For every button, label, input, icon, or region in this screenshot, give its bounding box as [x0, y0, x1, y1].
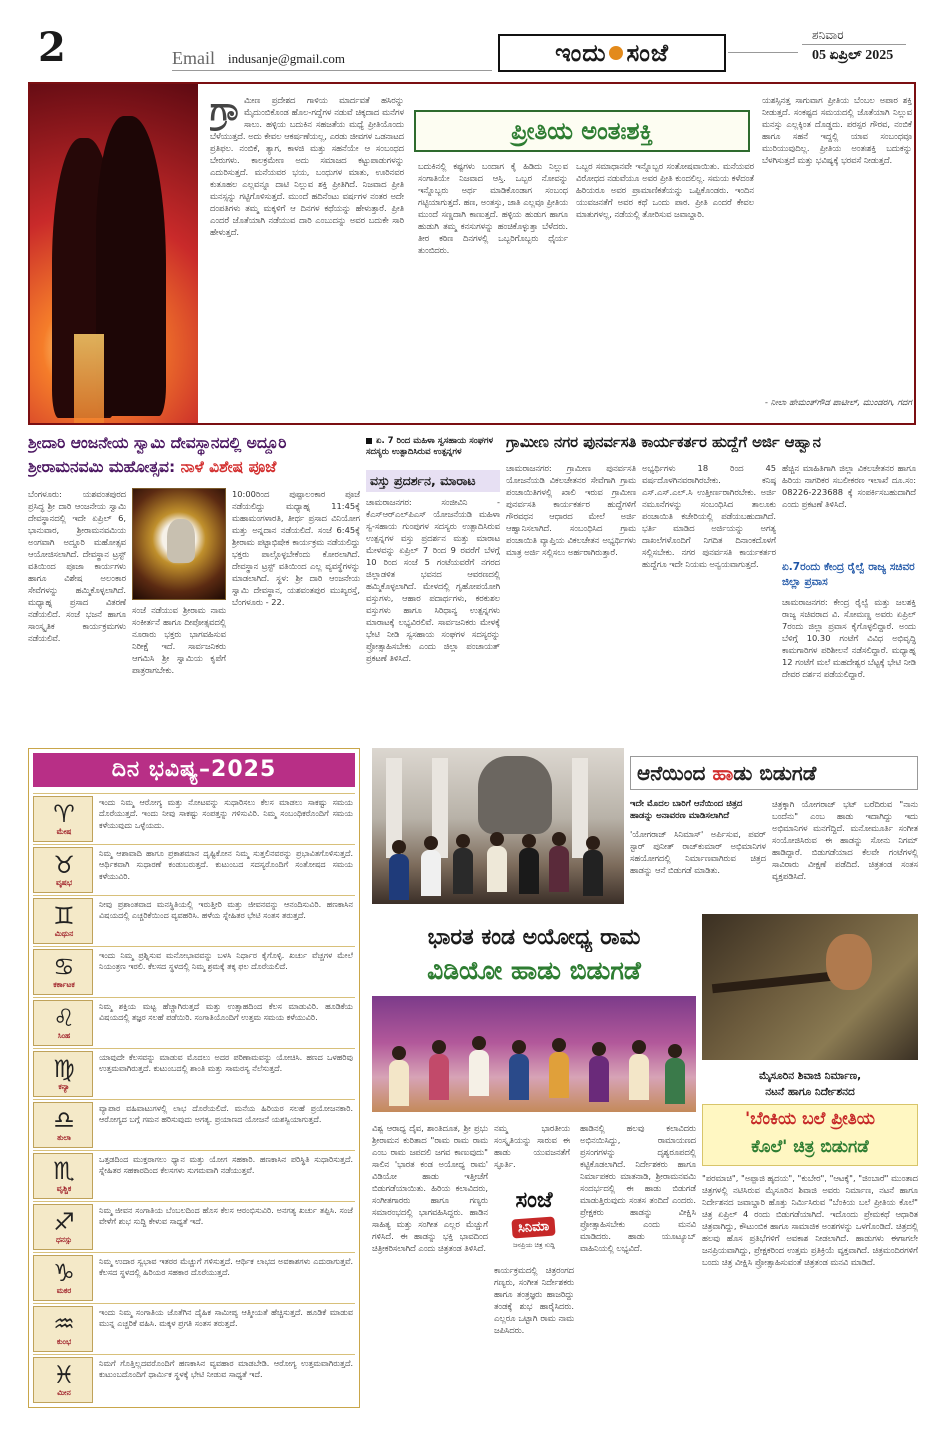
sign-glyph: ♑ [53, 1259, 75, 1287]
person-body [665, 1058, 685, 1104]
sign-glyph: ♓ [53, 1361, 75, 1389]
newspaper-logo [498, 34, 726, 72]
horoscope-row [33, 844, 355, 894]
horoscope-row [33, 1303, 355, 1353]
page-number: 2 [38, 24, 66, 71]
person-head [392, 1046, 406, 1060]
horoscope-title: ದಿನ ಭವಿಷ್ಯ–2025 [33, 753, 355, 787]
love-story-column-2: ಬದುಕಿನಲ್ಲಿ ಕಷ್ಟಗಳು ಬಂದಾಗ ಕೈ ಹಿಡಿದು ನಿಲ್ಲುವ ಸಂಗಾತಿಯೇ ನಿಜವಾದ ಆಸ್ತಿ. ಒಬ್ಬರ ನೋವನ್ನು ಇನ್ನೊಬ್ಬರು ಅರ್ಥ ಮಾಡಿಕೊಂಡಾಗ ಸಂಬಂಧ ಗಟ್ಟಿಯಾಗುತ್ತದೆ. ಹಣ, ಅಂತಸ್ತು, ಜಾತಿ ಎಲ್ಲವೂ ಪ್ರೀತಿಯ ಮುಂದೆ ಸಣ್ಣದಾಗಿ ಕಾಣುತ್ತದೆ. ಹಳ್ಳಿಯ ಹುಡುಗ ಹಾಗೂ ಹುಡುಗಿ ತಮ್ಮ ಕನಸುಗಳನ್ನು ಹಂಚಿಕೊಳ್ಳುತ್ತಾ ಬೆಳೆದರು. ತೀರ ಕಠಿಣ ದಿನಗಳಲ್ಲಿ ಒಬ್ಬರಿಗೊಬ್ಬರು ಧೈರ್ಯ ತುಂಬಿದರು. [418, 161, 568, 255]
film-title-box [702, 1104, 918, 1166]
sign-glyph: ♍ [53, 1055, 75, 1083]
sign-prediction: ಯಾವುದೇ ಕೆಲಸವನ್ನು ಮಾಡುವ ಮೊದಲು ಅದರ ಪರಿಣಾಮವನ್ನು ಯೋಚಿಸಿ. ಹಣದ ಒಳಹರಿವು ಉತ್ತಮವಾಗಿರುತ್ತದೆ. ಕುಟುಂಬದಲ್ಲಿ ಶಾಂತಿ ಮತ್ತು ಸಾಮರಸ್ಯ ನೆಲೆಸುತ್ತದೆ. [99, 1053, 353, 1074]
libra-sign-icon [33, 1102, 93, 1148]
virgo-sign-icon [33, 1051, 93, 1097]
expo-intro-text: ಏ. 7 ರಿಂದ ಮಹಿಳಾ ಸ್ವಸಹಾಯ ಸಂಘಗಳ ಸದಸ್ಯರು ಉತ್ಪಾದಿಸಿರುವ ಉತ್ಪನ್ನಗಳ [366, 436, 494, 457]
issue-day: ಶನಿವಾರ [812, 28, 844, 42]
person-body [469, 1050, 489, 1096]
sign-glyph: ♊ [53, 902, 75, 930]
ayodhya-text-2: ನಮ್ಮ ಭಾರತೀಯ ಸಂಸ್ಕೃತಿಯನ್ನು ಸಾರುವ ಈ ಹಾಡು ಯುವಜನತೆಗೆ ಸ್ಫೂರ್ತಿ. [494, 1123, 570, 1169]
sign-prediction: ಒತ್ತಡದಿಂದ ಮುಕ್ತರಾಗಲು ಧ್ಯಾನ ಮತ್ತು ಯೋಗ ಸಹಕಾರಿ. ಹಣಕಾಸಿನ ಪರಿಸ್ಥಿತಿ ಸುಧಾರಿಸುತ್ತದೆ. ಸ್ನೇಹಿತರ ಸಹಕಾರದಿಂದ ಕೆಲಸಗಳು ಸುಗಮವಾಗಿ ನಡೆಯುತ್ತವೆ. [99, 1155, 353, 1176]
horoscope-row [33, 1048, 355, 1098]
horoscope-row [33, 1354, 355, 1404]
horoscope-row [33, 793, 355, 843]
sign-prediction: ನೀವು ಪ್ರಶಾಂತವಾದ ಮನಸ್ಥಿತಿಯಲ್ಲಿ ಇರುತ್ತೀರಿ ಮತ್ತು ಜೀವನವನ್ನು ಆನಂದಿಸುವಿರಿ. ಹಣಕಾಸಿನ ವಿಷಯದಲ್ಲಿ ಎಚ್ಚರಿಕೆಯಿಂದ ವ್ಯವಹರಿಸಿ. ಹಳೆಯ ಸ್ನೇಹಿತರ ಭೇಟಿ ಸಂತಸ ತರುತ್ತದೆ. [99, 900, 353, 921]
idol-shape [167, 519, 195, 563]
film-article-text: "ಪರಮಾಚಿ", "ಅಪ್ಪಾಜಿ ಹೃದಯ", "ಕುಬೇರ", "ಆಟಕ್ಕೆ", "ಜಿಂಬಾರೆ" ಮುಂತಾದ ಚಿತ್ರಗಳಲ್ಲಿ ನಟಿಸಿರುವ ಮೈಸೂರಿನ ಶಿವಾಜಿ ಅವರು ನಿರ್ಮಾಣ, ನಟನೆ ಹಾಗೂ ನಿರ್ದೇಶನದ ಜವಾಬ್ದಾರಿ ಹೊತ್ತು ನಿರ್ಮಿಸಿರುವ "ಬೆಂಕಿಯ ಬಲೆ ಪ್ರೀತಿಯ ಕೊಲೆ" ಚಿತ್ರ ಏಪ್ರಿಲ್ 4 ರಂದು ಬಿಡುಗಡೆಯಾಗಿದೆ. ಇದೊಂದು ಪ್ರೇಮಕಥೆ ಆಧಾರಿತ ಚಿತ್ರವಾಗಿದ್ದು, ಕೌಟುಂಬಿಕ ಹಾಗೂ ಸಾಮಾಜಿಕ ಅಂಶಗಳನ್ನು ಒಳಗೊಂಡಿದೆ. ಚಿತ್ರದಲ್ಲಿ ಹಲವು ಹೊಸ ಪ್ರತಿಭೆಗಳಿಗೆ ಅವಕಾಶ ನೀಡಲಾಗಿದೆ. ಹಾಡುಗಳು ಈಗಾಗಲೇ ಜನಪ್ರಿಯವಾಗಿದ್ದು, ಪ್ರೇಕ್ಷಕರಿಂದ ಉತ್ತಮ ಪ್ರತಿಕ್ರಿಯೆ ವ್ಯಕ್ತವಾಗಿದೆ. ಚಿತ್ರಮಂದಿರಗಳಿಗೆ ಬಂದು ಚಿತ್ರ ವೀಕ್ಷಿಸಿ ಪ್ರೋತ್ಸಾಹಿಸುವಂತೆ ಚಿತ್ರತಂಡ ಮನವಿ ಮಾಡಿದೆ. [702, 1173, 918, 1267]
cinema-logo-sanje: ಸಂಜೆ [515, 1188, 553, 1213]
love-story-text-1: ಮೀಣ ಪ್ರದೇಶದ ಗಾಳಿಯ ಮಾರ್ದವತೆ ಹಸಿರನ್ನು ಮೈದುಂಬಿಕೊಂಡ ಹೊಲ-ಗದ್ದೆಗಳ ನಡುವೆ ಚಿಕ್ಕದಾದ ಮನೆಗಳ ಸಾಲು. ಹಳ್ಳಿಯ ಬದುಕಿನ ಸಹಜತೆಯ ಮಧ್ಯೆ ಪ್ರೀತಿಯೊಂದು ಬೆಳೆಯುತ್ತದೆ. ಅದು ಕೇವಲ ಆಕರ್ಷಣೆಯಲ್ಲ, ಎರಡು ಜೀವಗಳ ಒಡನಾಟದ ಪ್ರತಿಫಲ. ನಂಬಿಕೆ, ತ್ಯಾಗ, ಕಾಳಜಿ ಮತ್ತು ಸಹನೆಯೇ ಆ ಸಂಬಂಧದ ಬೇರುಗಳು. ಕಾಲಕ್ರಮೇಣ ಅದು ಸಮಾಜದ ಕಟ್ಟುಪಾಡುಗಳನ್ನು ಎದುರಿಸುತ್ತದೆ. ಮನೆಯವರ ಭಯ, ಬಂಧುಗಳ ಮಾತು, ಊರಿನವರ ಕುತೂಹಲ ಎಲ್ಲವನ್ನೂ ದಾಟಿ ನಿಲ್ಲುವ ಶಕ್ತಿ ಪ್ರೀತಿಗಿದೆ. ನಿಜವಾದ ಪ್ರೀತಿ ಮನಸ್ಸನ್ನು ಗಟ್ಟಿಗೊಳಿಸುತ್ತದೆ. ಮುಂದೆ ಹದಿನೆಂಟು ವರ್ಷಗಳ ನಂತರ ಅದೇ ದಂಪತಿಗಳು ತಮ್ಮ ಮಕ್ಕಳಿಗೆ ಆ ದಿನಗಳ ಕಥೆಯನ್ನು ಹೇಳುತ್ತಾರೆ. ಪ್ರೀತಿ ಎಂದರೆ ಜೊತೆಯಾಗಿ ನಡೆಯುವ ದಾರಿ ಎಂಬುದನ್ನು ಅವರ ಬದುಕೇ ಸಾರಿ ಹೇಳುತ್ತದೆ. [210, 95, 404, 237]
sign-prediction: ಇಂದು ನಿಮ್ಮ ಸಂಗಾತಿಯ ಜೊತೆಗಿನ ದೈಹಿಕ ಸಾಮೀಪ್ಯ ಆತ್ಮೀಯತೆ ಹೆಚ್ಚಿಸುತ್ತದೆ. ಹೂಡಿಕೆ ಮಾಡುವ ಮುನ್ನ ಎಚ್ಚರಿಕೆ ವಹಿಸಿ. ಮಕ್ಕಳ ಪ್ರಗತಿ ಸಂತಸ ತರುತ್ತದೆ. [99, 1308, 353, 1329]
ayodhya-text-4: ಕಾರ್ಯಕ್ರಮದಲ್ಲಿ ಚಿತ್ರರಂಗದ ಗಣ್ಯರು, ಸಂಗೀತ ನಿರ್ದೇಶಕರು ಹಾಗೂ ತಂತ್ರಜ್ಞರು ಹಾಜರಿದ್ದು ತಂಡಕ್ಕೆ ಶುಭ ಹಾರೈಸಿದರು. ಎಲ್ಲರೂ ಒಟ್ಟಾಗಿ ರಾಮ ನಾಮ ಜಪಿಸಿದರು. [494, 1265, 574, 1335]
love-story-title: ಪ್ರೀತಿಯ ಅಂತಃಶಕ್ತಿ [414, 110, 750, 152]
person-body [421, 850, 441, 896]
rural-jobs-column-1: ಚಾಮರಾಜನಗರ: ಗ್ರಾಮೀಣ ಪುನರ್ವಸತಿ ಯೋಜನೆಯಡಿ ವಿಕಲಚೇತನರ ಸೇವೆಗಾಗಿ ಗ್ರಾಮ ಪಂಚಾಯಿತಿಗಳಲ್ಲಿ ಖಾಲಿ ಇರುವ ಗ್ರಾಮೀಣ ಪುನರ್ವಸತಿ ಕಾರ್ಯಕರ್ತರ ಹುದ್ದೆಗಳಿಗೆ ಗೌರವಧನ ಆಧಾರದ ಮೇಲೆ ಅರ್ಜಿ ಆಹ್ವಾನಿಸಲಾಗಿದೆ. ಸಂಬಂಧಿಸಿದ ಗ್ರಾಮ ಪಂಚಾಯಿತಿ ವ್ಯಾಪ್ತಿಯ ವಿಕಲಚೇತನ ಅಭ್ಯರ್ಥಿಗಳು ಮಾತ್ರ ಅರ್ಜಿ ಸಲ್ಲಿಸಲು ಅರ್ಹರಾಗಿರುತ್ತಾರೆ. [506, 463, 636, 557]
horoscope-row [33, 946, 355, 996]
hanuman-idol-photo [132, 488, 226, 600]
email-label: Email [172, 48, 215, 68]
elephant-figure [478, 756, 552, 834]
love-story-byline: - ನೀಲಾ ಹೇಮಂತ್‌ಗೌಡ ಪಾಟೀಲ್, ಮುಂಡರಗಿ, ಗದಗ [764, 398, 912, 408]
sign-prediction: ಇಂದು ನಿಮ್ಮ ಪ್ರಶ್ನಿಸುವ ಮನೋಭಾವವನ್ನು ಬಳಸಿ ನಿರ್ಧಾರ ಕೈಗೊಳ್ಳಿ. ಖರ್ಚು ವೆಚ್ಚಗಳ ಮೇಲೆ ನಿಯಂತ್ರಣ ಇರಲಿ. ಕೆಲಸದ ಸ್ಥಳದಲ್ಲಿ ನಿಮ್ಮ ಶ್ರಮಕ್ಕೆ ತಕ್ಕ ಫಲ ದೊರೆಯಲಿದೆ. [99, 951, 353, 972]
sign-glyph: ♒ [53, 1310, 75, 1338]
rural-jobs-column-2: ಅಭ್ಯರ್ಥಿಗಳು 18 ರಿಂದ 45 ವರ್ಷದೊಳಗಿನವರಾಗಿರಬೇಕು. ಕನಿಷ್ಠ ಎಸ್.ಎಸ್.ಎಲ್.ಸಿ ಉತ್ತೀರ್ಣರಾಗಿರಬೇಕು. ಅರ್ಜಿ ನಮೂನೆಗಳನ್ನು ಸಂಬಂಧಿಸಿದ ತಾಲೂಕು ಪಂಚಾಯಿತಿ ಕಚೇರಿಯಲ್ಲಿ ಪಡೆಯಬಹುದಾಗಿದೆ. ಭರ್ತಿ ಮಾಡಿದ ಅರ್ಜಿಯನ್ನು ಅಗತ್ಯ ದಾಖಲೆಗಳೊಂದಿಗೆ ನಿಗದಿತ ದಿನಾಂಕದೊಳಗೆ ಸಲ್ಲಿಸಬೇಕು. ನಗರ ಪುನರ್ವಸತಿ ಕಾರ್ಯಕರ್ತರ ಹುದ್ದೆಗೂ ಇದೇ ನಿಯಮ ಅನ್ವಯವಾಗುತ್ತದೆ. [642, 463, 776, 569]
sign-name: ಮೀನ [57, 1388, 71, 1397]
expo-news [366, 432, 500, 744]
sanje-cinema-logo [494, 1186, 574, 1260]
title-part: ಡು ಬಿಡುಗಡೆ [733, 761, 817, 785]
person-body [389, 1060, 409, 1106]
film-title-line-2 [703, 1133, 917, 1161]
temple-text-bottom: ಸಂಜೆ ನಡೆಯುವ ಶ್ರೀರಾಮ ನಾಮ ಸಂಕೀರ್ತನೆ ಹಾಗೂ ದೀಪೋತ್ಸವದಲ್ಲಿ ನೂರಾರು ಭಕ್ತರು ಭಾಗವಹಿಸುವ ನಿರೀಕ್ಷೆ ಇದೆ. ಸಾರ್ವಜನಿಕರು ಆಗಮಿಸಿ ಶ್ರೀ ಸ್ವಾಮಿಯ ಕೃಪೆಗೆ ಪಾತ್ರರಾಗಬೇಕು. [132, 605, 226, 675]
person-body [519, 848, 539, 894]
ayodhya-headline-1: ಭಾರತ ಕಂಡ ಅಯೋಧ್ಯ ರಾಮ [427, 925, 641, 950]
temple-text-right: 10:00ರಿಂದ ಪುಷ್ಪಾಲಂಕಾರ ಪೂಜೆ ನಡೆಯಲಿದ್ದು ಮಧ್ಯಾಹ್ನ 11:45ಕ್ಕೆ ಮಹಾಮಂಗಳಾರತಿ, ತೀರ್ಥ ಪ್ರಸಾದ ವಿನಿಯೋಗ ಮತ್ತು ಅನ್ನದಾನ ನಡೆಯಲಿದೆ. ಸಂಜೆ 6:45ಕ್ಕೆ ಶ್ರೀರಾಮ ಪಟ್ಟಾಭಿಷೇಕ ಕಾರ್ಯಕ್ರಮ ನಡೆಯಲಿದ್ದು ಭಕ್ತರು ಪಾಲ್ಗೊಳ್ಳಬೇಕೆಂದು ಕೋರಲಾಗಿದೆ. ದೇವಸ್ಥಾನ ಟ್ರಸ್ಟ್ ವತಿಯಿಂದ ಎಲ್ಲ ವ್ಯವಸ್ಥೆಗಳನ್ನು ಮಾಡಲಾಗಿದೆ. ಸ್ಥಳ: ಶ್ರೀ ದಾರಿ ಆಂಜನೇಯ ಸ್ವಾಮಿ ದೇವಸ್ಥಾನ, ಯಶವಂತಪುರ ಮುಖ್ಯರಸ್ತೆ, ಬೆಂಗಳೂರು - 22. [232, 489, 360, 607]
person-head [490, 832, 504, 846]
issue-date: 05 ಏಪ್ರಿಲ್ 2025 [812, 48, 894, 63]
sign-name: ತುಲಾ [57, 1133, 71, 1142]
sign-name: ವೃಷಭ [56, 878, 72, 887]
rural-jobs-title: ಗ್ರಾಮೀಣ ನಗರ ಪುನರ್ವಸತಿ ಕಾರ್ಯಕರ್ತರ ಹುದ್ದೆಗೆ ಅರ್ಜಿ ಆಹ್ವಾನ [506, 434, 821, 451]
film-still-photo [702, 914, 918, 1060]
person-head [456, 834, 470, 848]
leo-sign-icon [33, 1000, 93, 1046]
temple-headline-1: ಶ್ರೀದಾರಿ ಆಂಜನೇಯ ಸ್ವಾಮಿ ದೇವಸ್ಥಾನದಲ್ಲಿ ಅದ್ದೂರಿ [28, 434, 287, 452]
aries-sign-icon [33, 796, 93, 842]
ayodhya-group-photo [372, 996, 696, 1112]
expo-title: ವಸ್ತು ಪ್ರದರ್ಶನ, ಮಾರಾಟ [366, 470, 500, 492]
temple-headline-2 [28, 456, 360, 478]
capricorn-sign-icon [33, 1255, 93, 1301]
person-body [549, 846, 569, 892]
temple-text-left: ಬೆಂಗಳೂರು: ಯಶವಂತಪುರದ ಪ್ರಸಿದ್ಧ ಶ್ರೀ ದಾರಿ ಆಂಜನೇಯ ಸ್ವಾಮಿ ದೇವಸ್ಥಾನದಲ್ಲಿ ಇದೇ ಏಪ್ರಿಲ್ 6, ಭಾನುವಾರ, ಶ್ರೀರಾಮನವಮಿಯ ಅಂಗವಾಗಿ ಅದ್ದೂರಿ ಮಹೋತ್ಸವ ಆಯೋಜಿಸಲಾಗಿದೆ. ದೇವಸ್ಥಾನ ಟ್ರಸ್ಟ್ ವತಿಯಿಂದ ಪೂಜಾ ಕಾರ್ಯಗಳು ಹಾಗೂ ವಿಶೇಷ ಅಲಂಕಾರ ಸೇವೆಗಳನ್ನು ಹಮ್ಮಿಕೊಳ್ಳಲಾಗಿದೆ. ಮಧ್ಯಾಹ್ನ ಪ್ರಸಾದ ವಿತರಣೆ ನಡೆಯಲಿದೆ. ಸಂಜೆ ಭಜನೆ ಹಾಗೂ ಸಾಂಸ್ಕೃತಿಕ ಕಾರ್ಯಕ್ರಮಗಳು ನಡೆಯಲಿವೆ. [28, 489, 126, 643]
horoscope-row [33, 997, 355, 1047]
film-pre-heading [702, 1068, 918, 1100]
title-part-highlight: ಹಾ [712, 761, 734, 785]
elephant-event-photo [372, 748, 624, 904]
sign-name: ಕನ್ಯಾ [58, 1082, 70, 1091]
sign-prediction: ನಿಮ್ಮ ಉದಾರ ಸ್ವಭಾವ ಇತರರ ಮೆಚ್ಚುಗೆ ಗಳಿಸುತ್ತದೆ. ಆರ್ಥಿಕ ಲಾಭದ ಅವಕಾಶಗಳು ಎದುರಾಗುತ್ತವೆ. ಕೆಲಸದ ಸ್ಥಳದಲ್ಲಿ ಹಿರಿಯರ ಸಹಕಾರ ದೊರೆಯುತ್ತದೆ. [99, 1257, 353, 1278]
person-body [389, 854, 409, 900]
sun-icon [609, 46, 623, 60]
elephant-song-title [630, 756, 918, 790]
ayodhya-text-1: ವಿಶ್ವ ಆರಾಧ್ಯ ದೈವ, ಶಾಂತಿದೂತ, ಶ್ರೀ ಪ್ರಭು ಶ್ರೀರಾಮನ ಕುರಿತಾದ "ರಾಮ ರಾಮ ರಾಮ ಎಂಬ ರಾಮ ಜಪದಲಿ ಜಗವ ಕಾಣುವುದು" ಸಾಲಿನ 'ಭಾರತ ಕಂಡ ಅಯೋಧ್ಯ ರಾಮ' ವಿಡಿಯೋ ಹಾಡು ಇತ್ತೀಚೆಗೆ ಬಿಡುಗಡೆಯಾಯಿತು. ಹಿರಿಯ ಕಲಾವಿದರು, ಸಂಗೀತಗಾರರು ಹಾಗೂ ಗಣ್ಯರು ಸಮಾರಂಭದಲ್ಲಿ ಭಾಗವಹಿಸಿದ್ದರು. ಹಾಡಿನ ಸಾಹಿತ್ಯ ಮತ್ತು ಸಂಗೀತ ಎಲ್ಲರ ಮೆಚ್ಚುಗೆ ಗಳಿಸಿದೆ. ಈ ಹಾಡನ್ನು ಭಕ್ತಿ ಭಾವದಿಂದ ಚಿತ್ರೀಕರಿಸಲಾಗಿದೆ ಎಂದು ಚಿತ್ರತಂಡ ತಿಳಿಸಿದೆ. [372, 1123, 488, 1253]
sign-prediction: ನಿಮ್ಮ ಶಕ್ತಿಯ ಮಟ್ಟ ಹೆಚ್ಚಾಗಿರುತ್ತದೆ ಮತ್ತು ಉತ್ಸಾಹದಿಂದ ಕೆಲಸ ಮಾಡುವಿರಿ. ಹೂಡಿಕೆಯ ವಿಷಯದಲ್ಲಿ ತಜ್ಞರ ಸಲಹೆ ಪಡೆಯಿರಿ. ಸಂಗಾತಿಯೊಂದಿಗೆ ಉತ್ತಮ ಸಮಯ ಕಳೆಯುವಿರಿ. [99, 1002, 353, 1023]
sign-prediction: ನಿಮ್ಮ ಜೀವನ ಸಂಗಾತಿಯ ಬೆಂಬಲದಿಂದ ಹೊಸ ಕೆಲಸ ಆರಂಭಿಸುವಿರಿ. ಅನಗತ್ಯ ಖರ್ಚು ತಪ್ಪಿಸಿ. ಸಂಜೆ ವೇಳೆಗೆ ಶುಭ ಸುದ್ದಿ ಕೇಳುವ ಸಾಧ್ಯತೆ ಇದೆ. [99, 1206, 353, 1227]
person-head [586, 836, 600, 850]
rural-jobs-news [506, 432, 916, 744]
man-silhouette [96, 116, 166, 416]
scorpio-sign-icon [33, 1153, 93, 1199]
expo-intro [366, 436, 500, 458]
person-head [512, 1040, 526, 1054]
sign-glyph: ♌ [53, 1004, 75, 1032]
drop-cap: ಗ್ರಾ [210, 94, 241, 128]
temple-headline-2-main: ಶ್ರೀರಾಮನವಮಿ ಮಹೋತ್ಸವ: [28, 458, 176, 476]
person-head [392, 840, 406, 854]
elephant-song-column-1: 'ಯೋಗರಾಜ್ ಸಿನಿಮಾಸ್' ಅರ್ಪಿಸುವ, ಪವರ್ ಸ್ಟಾರ್ ಪುನೀತ್ ರಾಜ್‌ಕುಮಾರ್ ಅಭಿಮಾನಿಗಳ ಸಹಯೋಗದಲ್ಲಿ ನಿರ್ಮಾಣವಾಗಿರುವ ಚಿತ್ರದ ಹಾಡನ್ನು ಆನೆ ಬಿಡುಗಡೆ ಮಾಡಿತು. [630, 829, 766, 875]
title-part: ನೆಯಿಂದ [650, 761, 713, 785]
cinema-logo-tagline: ಜನಪ್ರಿಯ ಚಿತ್ರ ಸುದ್ದಿ [513, 1241, 555, 1249]
sign-name: ಮಕರ [56, 1286, 72, 1295]
expo-text: ಚಾಮರಾಜನಗರ: ಸಂಜೀವಿನಿ - ಕೆಎಸ್‌ಆರ್‌ಎಲ್‌ಪಿಎಸ್ ಯೋಜನೆಯಡಿ ಮಹಿಳಾ ಸ್ವ-ಸಹಾಯ ಗುಂಪುಗಳ ಸದಸ್ಯರು ಉತ್ಪಾದಿಸಿರುವ ಉತ್ಪನ್ನಗಳ ವಸ್ತು ಪ್ರದರ್ಶನ ಮತ್ತು ಮಾರಾಟ ಮೇಳವನ್ನು ಏಪ್ರಿಲ್ 7 ರಿಂದ 9 ರವರೆಗೆ ಬೆಳಗ್ಗೆ 10 ರಿಂದ ಸಂಜೆ 5 ಗಂಟೆಯವರೆಗೆ ನಗರದ ಜಿಲ್ಲಾಡಳಿತ ಭವನದ ಆವರಣದಲ್ಲಿ ಹಮ್ಮಿಕೊಳ್ಳಲಾಗಿದೆ. ಮೇಳದಲ್ಲಿ ಗೃಹೋಪಯೋಗಿ ವಸ್ತುಗಳು, ಆಹಾರ ಪದಾರ್ಥಗಳು, ಕರಕುಶಲ ವಸ್ತುಗಳು ಹಾಗೂ ಸಿರಿಧಾನ್ಯ ಉತ್ಪನ್ನಗಳು ಮಾರಾಟಕ್ಕೆ ಲಭ್ಯವಿರಲಿವೆ. ಸಾರ್ವಜನಿಕರು ಮೇಳಕ್ಕೆ ಭೇಟಿ ನೀಡಿ ಸ್ವಸಹಾಯ ಸಂಘಗಳ ಸದಸ್ಯರನ್ನು ಪ್ರೋತ್ಸಾಹಿಸಬೇಕು ಎಂದು ಜಿಲ್ಲಾ ಪಂಚಾಯತ್ ಪ್ರಕಟಣೆ ತಿಳಿಸಿದೆ. [366, 497, 500, 663]
rifle-shape [712, 972, 832, 993]
person-head [552, 1038, 566, 1052]
elephant-song-subtitle: ಇದೇ ಮೊದಲ ಬಾರಿಗೆ ಆನೆಯಿಂದ ಚಿತ್ರದ ಹಾಡನ್ನು ಅನಾವರಣ ಮಾಡಿಸಲಾಗಿದೆ [630, 799, 743, 821]
horoscope-box [28, 748, 360, 1408]
person-head [592, 1042, 606, 1056]
horoscope-row [33, 1252, 355, 1302]
love-story-feature [28, 82, 916, 425]
person-body [509, 1054, 529, 1100]
sign-prediction: ನಿಮ್ಮ ಆಶಾವಾದಿ ಹಾಗೂ ಪ್ರಕಾಶಮಾನ ದೃಷ್ಟಿಕೋನ ನಿಮ್ಮ ಸುತ್ತಲಿನವರನ್ನು ಪ್ರಭಾವಿತಗೊಳಿಸುತ್ತದೆ. ಆರ್ಥಿಕವಾಗಿ ಸುಧಾರಣೆ ಕಂಡುಬರುತ್ತದೆ. ಕುಟುಂಬದ ಸದಸ್ಯರೊಂದಿಗೆ ಸಂತೋಷದ ಸಮಯ ಕಳೆಯುವಿರಿ. [99, 849, 353, 881]
ayodhya-headline-2: ವಿಡಿಯೋ ಹಾಡು ಬಿಡುಗಡೆ [427, 956, 641, 985]
sign-glyph: ♎ [53, 1106, 75, 1134]
sign-glyph: ♏ [53, 1157, 75, 1185]
film-title-line-1: 'ಬೆಂಕಿಯ ಬಲೆ ಪ್ರೀತಿಯ [745, 1109, 875, 1129]
person-head [424, 836, 438, 850]
sign-glyph: ♉ [53, 851, 75, 879]
person-body [549, 1052, 569, 1098]
bullet-icon [366, 438, 372, 444]
sign-name: ಕರ್ಕಾಟಕ [53, 980, 75, 989]
ayodhya-text-3: ಹಾಡಿನಲ್ಲಿ ಹಲವು ಕಲಾವಿದರು ಅಭಿನಯಿಸಿದ್ದು, ರಾಮಾಯಣದ ಪ್ರಸಂಗಗಳನ್ನು ದೃಶ್ಯರೂಪದಲ್ಲಿ ಕಟ್ಟಿಕೊಡಲಾಗಿದೆ. ನಿರ್ದೇಶಕರು ಹಾಗೂ ನಿರ್ಮಾಪಕರು ಮಾತನಾಡಿ, ಶ್ರೀರಾಮನವಮಿ ಸಂದರ್ಭದಲ್ಲಿ ಈ ಹಾಡು ಬಿಡುಗಡೆ ಮಾಡುತ್ತಿರುವುದು ಸಂತಸ ತಂದಿದೆ ಎಂದರು. ಪ್ರೇಕ್ಷಕರು ಹಾಡನ್ನು ವೀಕ್ಷಿಸಿ ಪ್ರೋತ್ಸಾಹಿಸಬೇಕು ಎಂದು ಮನವಿ ಮಾಡಿದರು. ಹಾಡು ಯೂಟ್ಯೂಬ್ ವಾಹಿನಿಯಲ್ಲಿ ಲಭ್ಯವಿದೆ. [580, 1123, 696, 1253]
love-story-column-4: ಯಶಸ್ಸಿನತ್ತ ಸಾಗುವಾಗ ಪ್ರೀತಿಯ ಬೆಂಬಲ ಅಪಾರ ಶಕ್ತಿ ನೀಡುತ್ತದೆ. ಸಂಕಷ್ಟದ ಸಮಯದಲ್ಲಿ ಜೊತೆಯಾಗಿ ನಿಲ್ಲುವ ಮನಸ್ಸು ಎಲ್ಲಕ್ಕಿಂತ ದೊಡ್ಡದು. ಪರಸ್ಪರ ಗೌರವ, ನಂಬಿಕೆ ಹಾಗೂ ಸಹನೆ ಇದ್ದಲ್ಲಿ ಯಾವ ಸಂಬಂಧವೂ ಮುರಿಯುವುದಿಲ್ಲ. ಪ್ರೀತಿಯ ಅಂತಃಶಕ್ತಿ ಬದುಕನ್ನು ಬೆಳಗಿಸುತ್ತದೆ ಮತ್ತು ಭವಿಷ್ಯಕ್ಕೆ ಭರವಸೆ ನೀಡುತ್ತದೆ. [762, 95, 912, 165]
person-head [432, 1040, 446, 1054]
person-head [472, 1036, 486, 1050]
person-body [629, 1054, 649, 1100]
sign-glyph: ♋ [53, 953, 75, 981]
person-body [583, 850, 603, 896]
film-title-word: ಕೊಲೆ' [751, 1137, 788, 1157]
aquarius-sign-icon [33, 1306, 93, 1352]
person-body [429, 1054, 449, 1100]
sign-name: ಧನಸ್ಸು [55, 1235, 73, 1244]
love-story-column-1 [210, 94, 404, 420]
sign-glyph: ♈ [53, 800, 75, 828]
love-story-column-3: ಒಬ್ಬರ ಸಮಾಧಾನವೇ ಇನ್ನೊಬ್ಬರ ಸಂತೋಷವಾಯಿತು. ಮನೆಯವರ ವಿರೋಧದ ನಡುವೆಯೂ ಅವರ ಪ್ರೀತಿ ಕುಂದಲಿಲ್ಲ. ಸಮಯ ಕಳೆದಂತೆ ಹಿರಿಯರೂ ಅವರ ಪ್ರಾಮಾಣಿಕತೆಯನ್ನು ಒಪ್ಪಿಕೊಂಡರು. ಇಂದಿನ ಯುವಜನತೆಗೆ ಅವರ ಕಥೆ ಒಂದು ಪಾಠ. ಪ್ರೀತಿ ಎಂದರೆ ಕೇವಲ ಮಾತುಗಳಲ್ಲ, ನಡೆಯಲ್ಲಿ ತೋರಿಸುವ ಜವಾಬ್ದಾರಿ. [576, 161, 754, 219]
person-head [552, 832, 566, 846]
person-body [487, 846, 507, 892]
minister-visit-headline: ಏ.7ರಂದು ಕೇಂದ್ರ ರೈಲ್ವೆ ರಾಜ್ಯ ಸಚಿವರ ಜಿಲ್ಲಾ ಪ್ರವಾಸ [782, 561, 915, 588]
sun-reflection [74, 334, 104, 423]
elephant-song-column-2: ಚಿತ್ರಕ್ಕಾಗಿ ಯೋಗರಾಜ್ ಭಟ್ ಬರೆದಿರುವ "ನಾನು ಬಂದೆನು" ಎಂಬ ಹಾಡು ಇದಾಗಿದ್ದು ಇದು ಅಭಿಮಾನಿಗಳ ಮನಗೆದ್ದಿದೆ. ಮನೋಮೂರ್ತಿ ಸಂಗೀತ ಸಂಯೋಜಿಸಿರುವ ಈ ಹಾಡನ್ನು ಸೋನು ನಿಗಮ್ ಹಾಡಿದ್ದಾರೆ. ಬಿಡುಗಡೆಯಾದ ಕೆಲವೇ ಗಂಟೆಗಳಲ್ಲಿ ಸಾವಿರಾರು ವೀಕ್ಷಣೆ ಪಡೆದಿದೆ. ಚಿತ್ರತಂಡ ಸಂತಸ ವ್ಯಕ್ತಪಡಿಸಿದೆ. [772, 799, 918, 881]
horoscope-row [33, 895, 355, 945]
film-title-release: ಚಿತ್ರ ಬಿಡುಗಡೆ [787, 1137, 869, 1157]
rural-jobs-column-3: ಹೆಚ್ಚಿನ ಮಾಹಿತಿಗಾಗಿ ಜಿಲ್ಲಾ ವಿಕಲಚೇತನರ ಹಾಗೂ ಹಿರಿಯ ನಾಗರಿಕರ ಸಬಲೀಕರಣ ಇಲಾಖೆ ದೂ.ಸಂ: 08226-223688 ಕ್ಕೆ ಸಂಪರ್ಕಿಸಬಹುದಾಗಿದೆ ಎಂದು ಪ್ರಕಟಣೆ ತಿಳಿಸಿದೆ. [782, 463, 916, 509]
masthead-rule-right [728, 52, 798, 53]
horoscope-row [33, 1201, 355, 1251]
film-pre-line-1: ಮೈಸೂರಿನ ಶಿವಾಜಿ ನಿರ್ಮಾಣ, [758, 1070, 862, 1082]
sign-name: ವೃಶ್ಚಿಕ [56, 1184, 72, 1193]
brand-left: ಇಂದು [555, 39, 607, 67]
person-head [668, 1044, 682, 1058]
temple-news [28, 432, 360, 744]
email-address[interactable]: indusanje@gmail.com [228, 51, 346, 66]
sign-name: ಸಿಂಹ [57, 1031, 71, 1040]
minister-visit-text: ಚಾಮರಾಜನಗರ: ಕೇಂದ್ರ ರೈಲ್ವೆ ಮತ್ತು ಜಲಶಕ್ತಿ ರಾಜ್ಯ ಸಚಿವರಾದ ವಿ. ಸೋಮಣ್ಣ ಅವರು ಏಪ್ರಿಲ್ 7ರಂದು ಜಿಲ್ಲಾ ಪ್ರವಾಸ ಕೈಗೊಳ್ಳಲಿದ್ದಾರೆ. ಅಂದು ಬೆಳಿಗ್ಗೆ 10.30 ಗಂಟೆಗೆ ವಿವಿಧ ಅಭಿವೃದ್ಧಿ ಕಾಮಗಾರಿಗಳ ಪರಿಶೀಲನೆ ನಡೆಸಲಿದ್ದಾರೆ. ಮಧ್ಯಾಹ್ನ 12 ಗಂಟೆಗೆ ಮಲೆ ಮಹದೇಶ್ವರ ಬೆಟ್ಟಕ್ಕೆ ಭೇಟಿ ನೀಡಿ ದೇವರ ದರ್ಶನ ಪಡೆಯಲಿದ್ದಾರೆ. [782, 597, 916, 679]
masthead-rule [172, 70, 492, 71]
cinema-logo-sinima: ಸಿನಿಮಾ [512, 1217, 556, 1239]
film-pre-line-2: ನಟನೆ ಹಾಗೂ ನಿರ್ದೇಶನದ [765, 1086, 855, 1098]
title-part: ಆ [637, 761, 651, 785]
person-head [522, 834, 536, 848]
brand-right: ಸಂಜೆ [626, 39, 669, 67]
couple-silhouette-photo [30, 84, 198, 423]
pisces-sign-icon [33, 1357, 93, 1403]
gemini-sign-icon [33, 898, 93, 944]
temple-headline-highlight: ನಾಳೆ ವಿಶೇಷ ಪೂಜೆ [180, 458, 277, 476]
cancer-sign-icon [33, 949, 93, 995]
sign-prediction: ಇಂದು ನಿಮ್ಮ ಆರೋಗ್ಯ ಮತ್ತು ನೋಟವನ್ನು ಸುಧಾರಿಸಲು ಕೆಲಸ ಮಾಡಲು ಸಾಕಷ್ಟು ಸಮಯ ದೊರೆಯುತ್ತದೆ. ಇಂದು ನೀವು ಸಾಕಷ್ಟು ಸಂಪತ್ತನ್ನು ಗಳಿಸುವಿರಿ. ನಿಮ್ಮ ಸಂಬಂಧಿಕರೊಂದಿಗೆ ಸಮಯ ಕಳೆಯುವುದು ಒಳ್ಳೆಯದು. [99, 798, 353, 830]
taurus-sign-icon [33, 847, 93, 893]
sign-name: ಕುಂಭ [56, 1337, 72, 1346]
sign-prediction: ನಿಮಗೆ ಗೊತ್ತಿಲ್ಲದವರೊಂದಿಗೆ ಹಣಕಾಸಿನ ವ್ಯವಹಾರ ಮಾಡಬೇಡಿ. ಆರೋಗ್ಯ ಉತ್ತಮವಾಗಿರುತ್ತದೆ. ಕುಟುಂಬದೊಂದಿಗೆ ಧಾರ್ಮಿಕ ಸ್ಥಳಕ್ಕೆ ಭೇಟಿ ನೀಡುವ ಸಾಧ್ಯತೆ ಇದೆ. [99, 1359, 353, 1380]
sign-prediction: ವ್ಯಾಪಾರ ವಹಿವಾಟುಗಳಲ್ಲಿ ಲಾಭ ದೊರೆಯಲಿದೆ. ಮನೆಯ ಹಿರಿಯರ ಸಲಹೆ ಪ್ರಯೋಜನಕಾರಿ. ಆರೋಗ್ಯದ ಬಗ್ಗೆ ಗಮನ ಹರಿಸುವುದು ಅಗತ್ಯ. ಪ್ರಯಾಣದ ಯೋಜನೆ ಯಶಸ್ವಿಯಾಗುತ್ತದೆ. [99, 1104, 353, 1125]
horoscope-row [33, 1099, 355, 1149]
sign-name: ಮೇಷ [56, 827, 72, 836]
masthead [0, 0, 945, 80]
person-body [589, 1056, 609, 1102]
sagittarius-sign-icon [33, 1204, 93, 1250]
horoscope-row [33, 1150, 355, 1200]
person-body [453, 848, 473, 894]
sign-name: ಮಿಥುನ [54, 929, 74, 938]
date-rule [802, 44, 906, 45]
person-head [632, 1040, 646, 1054]
sign-glyph: ♐ [53, 1208, 75, 1236]
actor-face [826, 934, 872, 990]
